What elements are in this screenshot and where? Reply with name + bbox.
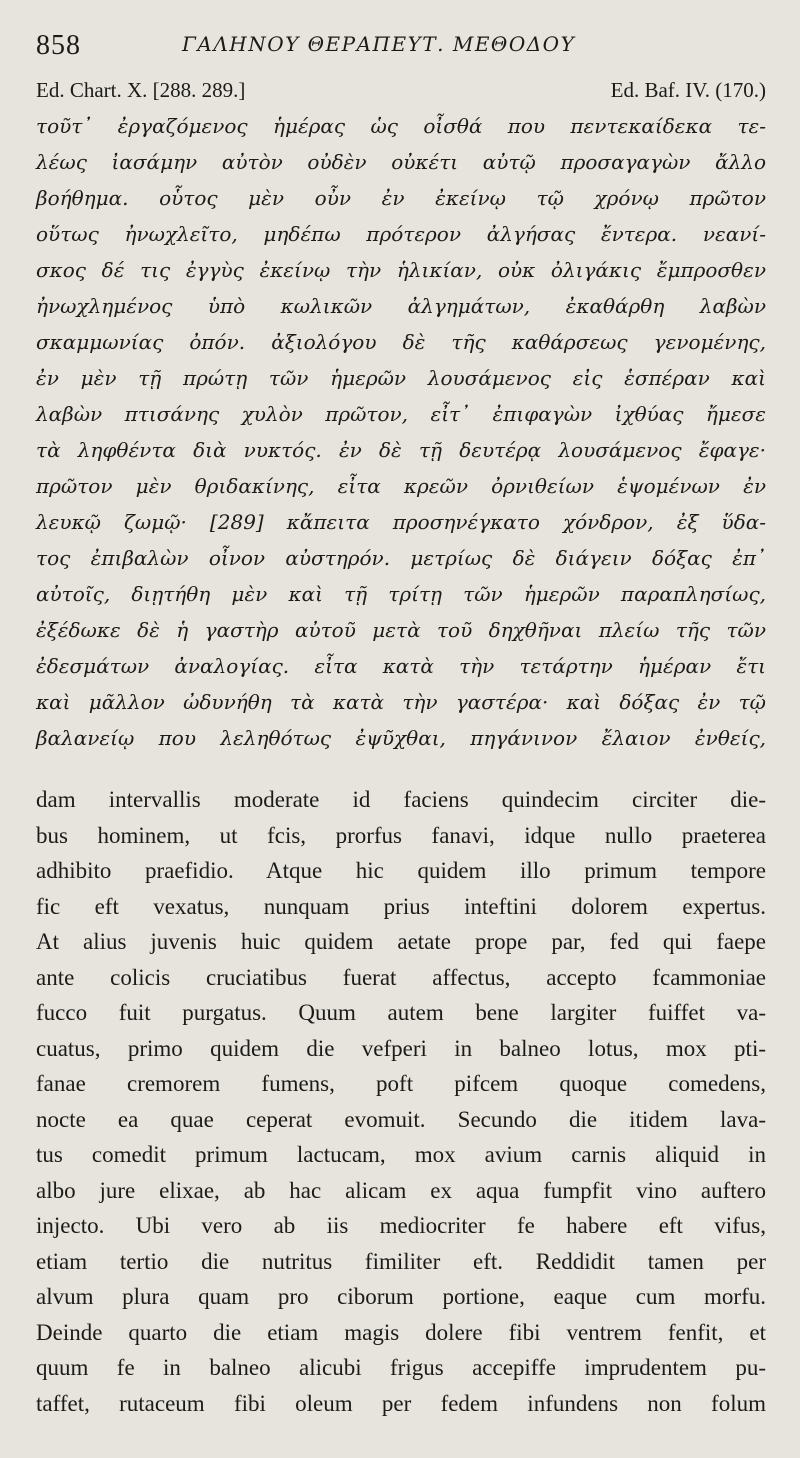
latin-text-line: dam intervallis moderate id faciens quindecim circiter die- bbox=[36, 787, 766, 812]
greek-text-line: βοήθημα. οὗτος μὲν οὖν ἐν ἐκείνῳ τῷ χρόνῳ πρῶτον bbox=[36, 186, 766, 210]
greek-text-line: ἐν μὲν τῇ πρώτῃ τῶν ἡμερῶν λουσάμενος εἰς ἑσπέραν καὶ bbox=[36, 366, 766, 390]
latin-text-line: tus comedit primum lactucam, mox avium carnis aliquid in bbox=[36, 1142, 766, 1167]
greek-text-line: ἐξέδωκε δὲ ἡ γαστὴρ αὐτοῦ μετὰ τοῦ δηχθῆναι πλείω τῆς τῶν bbox=[36, 618, 766, 642]
greek-text-line: τοῦτ᾽ ἐργαζόμενος ἡμέρας ὡς οἶσθά που πεντεκαίδεκα τε- bbox=[36, 114, 766, 138]
greek-text-line: πρῶτον μὲν θριδακίνης, εἶτα κρεῶν ὀρνιθείων ἑψομένων ἐν bbox=[36, 474, 766, 498]
latin-text-line: fic eft vexatus, nunquam prius inteftini dolorem expertus. bbox=[36, 893, 766, 919]
latin-text-line: alvum plura quam pro ciborum portione, eaque cum morfu. bbox=[36, 1284, 766, 1309]
latin-text-line: albo jure elixae, ab hac alicam ex aqua fumpfit vino auftero bbox=[36, 1177, 766, 1203]
latin-text-line: cuatus, primo quidem die vefperi in balneo lotus, mox pti- bbox=[36, 1035, 766, 1061]
greek-text-line: σκος δέ τις ἐγγὺς ἐκείνῳ τὴν ἡλικίαν, οὐκ ὀλιγάκις ἔμπροσθεν bbox=[36, 258, 766, 282]
latin-text-line: fanae cremorem fumens, poft pifcem quoque comedens, bbox=[36, 1071, 766, 1096]
latin-text-line: nocte ea quae ceperat evomuit. Secundo die itidem lava- bbox=[36, 1106, 766, 1132]
greek-text-line: σκαμμωνίας ὀπόν. ἀξιολόγου δὲ τῆς καθάρσεως γενομένης, bbox=[36, 330, 766, 354]
edition-reference-line bbox=[36, 78, 766, 108]
greek-text-line: λαβὼν πτισάνης χυλὸν πρῶτον, εἶτ᾽ ἐπιφαγὼν ἰχθύας ἤμεσε bbox=[36, 402, 766, 426]
latin-text-line: Deinde quarto die etiam magis dolere fibi ventrem fenfit, et bbox=[36, 1319, 766, 1345]
edition-basel-reference: Ed. Baf. IV. (170.) bbox=[610, 78, 766, 102]
greek-text-line: καὶ μᾶλλον ὠδυνήθη τὰ κατὰ τὴν γαστέρα· καὶ δόξας ἐν τῷ bbox=[36, 690, 766, 714]
greek-text-line: ἐδεσμάτων ἀναλογίας. εἶτα κατὰ τὴν τετάρτην ἡμέραν ἔτι bbox=[36, 654, 766, 678]
greek-text-line: τος ἐπιβαλὼν οἶνον αὐστηρόν. μετρίως δὲ διάγειν δόξας ἐπ᾽ bbox=[36, 546, 766, 570]
running-title: ΓΑΛΗΝΟΥ ΘΕΡΑΠΕΥΤ. ΜΕΘΟΔΟΥ bbox=[182, 32, 576, 56]
latin-text-line: fucco fuit purgatus. Quum autem bene largiter fuiffet va- bbox=[36, 1000, 766, 1025]
latin-text-line: quum fe in balneo alicubi frigus accepiffe imprudentem pu- bbox=[36, 1355, 766, 1380]
latin-text-block bbox=[36, 782, 766, 1421]
latin-text-line: etiam tertio die nutritus fimiliter eft. Reddidit tamen per bbox=[36, 1248, 766, 1274]
page-number: 858 bbox=[36, 30, 81, 61]
latin-text-line: ante colicis cruciatibus fuerat affectus, accepto fcammoniae bbox=[36, 964, 766, 990]
greek-text-line: λευκῷ ζωμῷ· [289] κἄπειτα προσηνέγκατο χόνδρον, ἐξ ὕδα- bbox=[36, 510, 766, 534]
running-head bbox=[36, 30, 766, 70]
greek-text-block bbox=[36, 108, 766, 756]
greek-text-line: οὕτως ἠνωχλεῖτο, μηδέπω πρότερον ἀλγήσας ἔντερα. νεανί- bbox=[36, 222, 766, 246]
latin-text-line: taffet, rutaceum fibi oleum per fedem infundens non folum bbox=[36, 1390, 766, 1416]
greek-text-line: βαλανείῳ που λεληθότως ἐψῦχθαι, πηγάνινον ἔλαιον ἐνθείς, bbox=[36, 726, 766, 750]
greek-text-line: ἠνωχλημένος ὑπὸ κωλικῶν ἀλγημάτων, ἐκαθάρθη λαβὼν bbox=[36, 294, 766, 318]
edition-chartier-reference: Ed. Chart. X. [288. 289.] bbox=[36, 78, 246, 102]
greek-text-line: λέως ἰασάμην αὐτὸν οὐδὲν οὐκέτι αὐτῷ προσαγαγὼν ἄλλο bbox=[36, 150, 766, 174]
greek-text-line: τὰ ληφθέντα διὰ νυκτός. ἐν δὲ τῇ δευτέρᾳ λουσάμενος ἔφαγε· bbox=[36, 438, 766, 462]
latin-text-line: adhibito praefidio. Atque hic quidem illo primum tempore bbox=[36, 858, 766, 883]
latin-text-line: injecto. Ubi vero ab iis mediocriter fe habere eft vifus, bbox=[36, 1213, 766, 1238]
latin-text-line: bus hominem, ut fcis, prorfus fanavi, idque nullo praeterea bbox=[36, 822, 766, 848]
greek-text-line: αὐτοῖς, διῃτήθη μὲν καὶ τῇ τρίτῃ τῶν ἡμερῶν παραπλησίως, bbox=[36, 582, 766, 606]
latin-text-line: At alius juvenis huic quidem aetate prope par, fed qui faepe bbox=[36, 929, 766, 954]
